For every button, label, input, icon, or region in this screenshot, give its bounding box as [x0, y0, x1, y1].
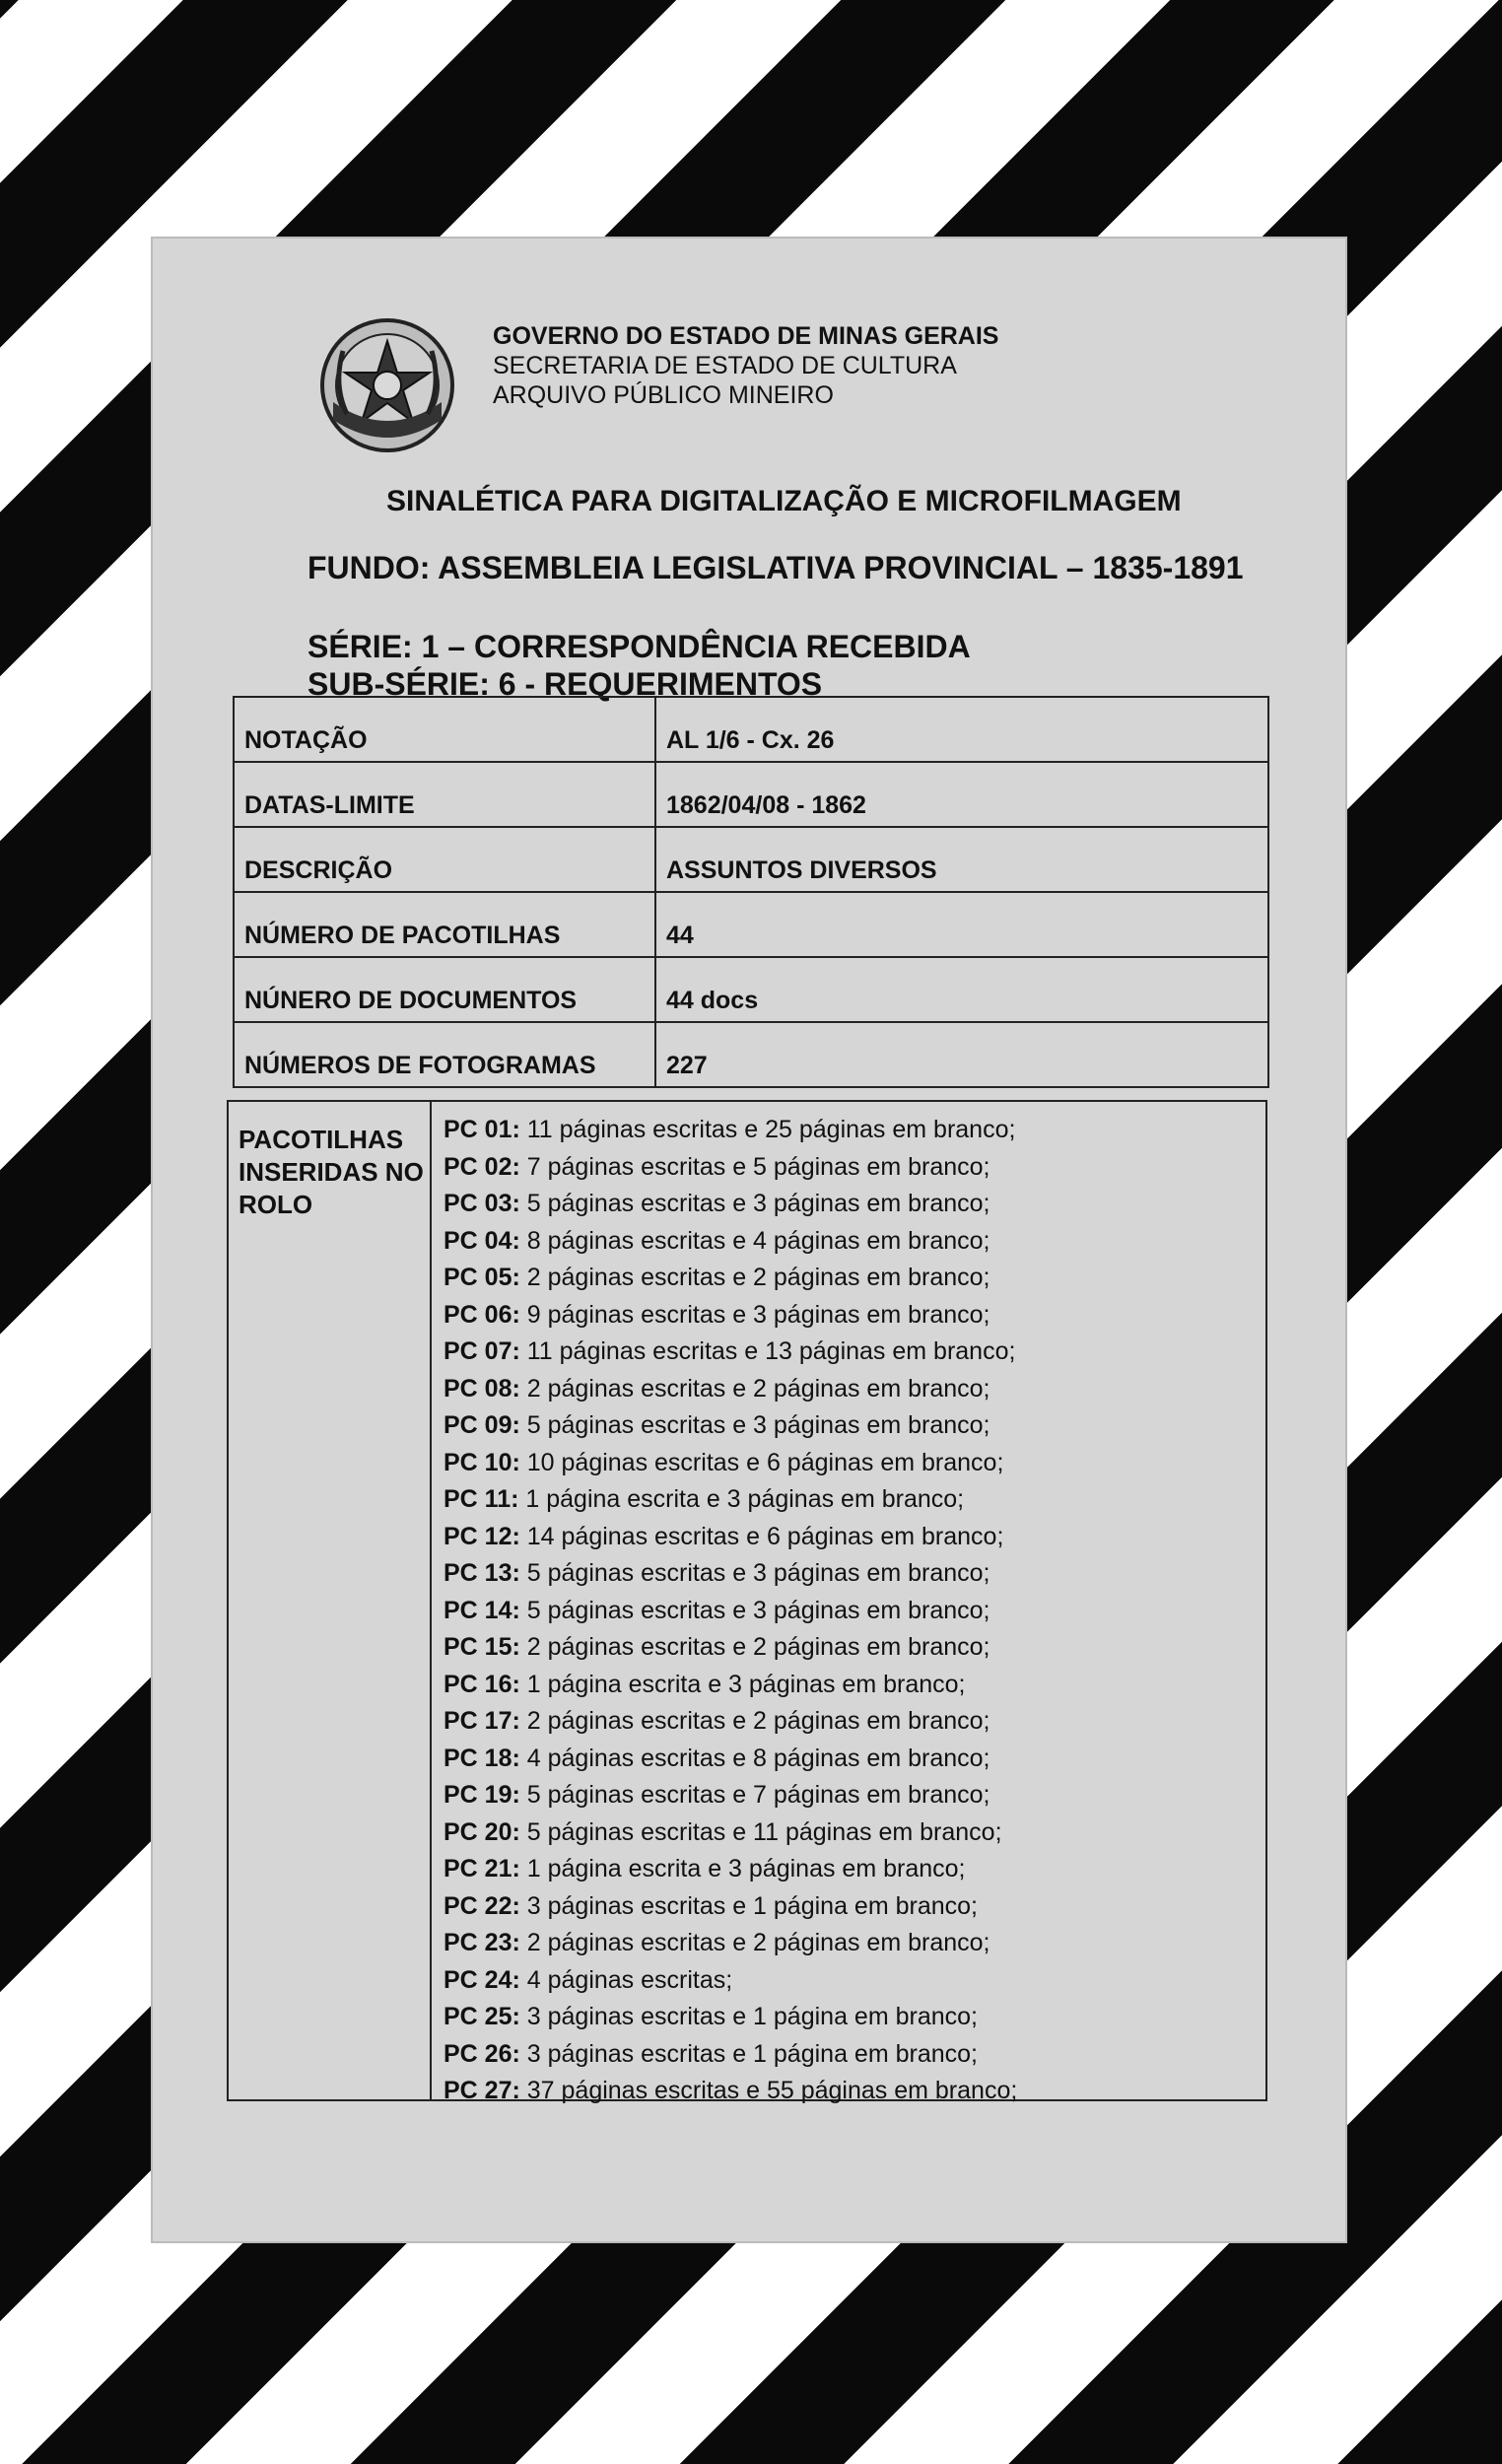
list-item [444, 1223, 1252, 1261]
table-row [234, 827, 1268, 892]
row-value: AL 1/6 - Cx. 26 [655, 697, 1268, 762]
list-item [444, 1999, 1252, 2036]
row-value: 44 docs [655, 957, 1268, 1022]
pacotilha-code: PC 22: [444, 1891, 520, 1920]
list-item [444, 1260, 1252, 1297]
table-row [234, 1022, 1268, 1087]
table-row [234, 697, 1268, 762]
pacotilhas-box [227, 1100, 1267, 2104]
pacotilha-code: PC 14: [444, 1596, 520, 1624]
pacotilha-description: 2 páginas escritas e 2 páginas em branco; [519, 1374, 990, 1403]
pacotilha-description: 3 páginas escritas e 1 página em branco; [519, 2039, 978, 2068]
pacotilha-code: PC 04: [444, 1226, 520, 1255]
row-value: 1862/04/08 - 1862 [655, 762, 1268, 827]
pacotilha-code: PC 13: [444, 1559, 520, 1587]
pacotilha-description: 5 páginas escritas e 7 páginas em branco; [519, 1781, 990, 1809]
pacotilha-code: PC 27: [444, 2077, 520, 2104]
list-item [444, 1667, 1252, 1704]
list-item [444, 1297, 1252, 1335]
pacotilha-code: PC 15: [444, 1633, 520, 1661]
list-item [444, 1186, 1252, 1223]
pacotilha-description: 1 página escrita e 3 páginas em branco; [519, 1670, 966, 1698]
list-item [444, 1777, 1252, 1814]
pacotilha-code: PC 01: [444, 1116, 520, 1143]
pacotilha-description: 11 páginas escritas e 13 páginas em branco; [519, 1337, 1016, 1365]
pacotilha-code: PC 19: [444, 1781, 520, 1809]
metadata-table [233, 696, 1269, 1088]
pacotilha-code: PC 07: [444, 1337, 520, 1365]
pacotilha-code: PC 06: [444, 1300, 520, 1329]
list-item [444, 1371, 1252, 1408]
pacotilha-description: 5 páginas escritas e 11 páginas em branco; [519, 1817, 1002, 1846]
row-value: ASSUNTOS DIVERSOS [655, 827, 1268, 892]
list-item [444, 2073, 1252, 2110]
pacotilha-description: 1 página escrita e 3 páginas em branco; [518, 1485, 965, 1513]
row-label: NOTAÇÃO [234, 697, 655, 762]
list-item [444, 1149, 1252, 1187]
subserie-line: SUB-SÉRIE: 6 - REQUERIMENTOS [307, 666, 823, 702]
pacotilha-description: 3 páginas escritas e 1 página em branco; [519, 2003, 978, 2030]
pacotilha-code: PC 25: [444, 2003, 520, 2030]
pacotilha-code: PC 02: [444, 1152, 520, 1181]
pacotilha-description: 5 páginas escritas e 3 páginas em branco; [519, 1596, 990, 1624]
pacotilha-description: 37 páginas escritas e 55 páginas em branco; [519, 2077, 1018, 2104]
list-item [444, 1888, 1252, 1926]
pacotilha-code: PC 26: [444, 2039, 520, 2068]
pacotilha-description: 7 páginas escritas e 5 páginas em branco; [519, 1152, 990, 1181]
pacotilha-code: PC 09: [444, 1411, 520, 1439]
list-item [444, 1445, 1252, 1482]
secretariat-name: SECRETARIA DE ESTADO DE CULTURA [493, 352, 957, 379]
pacotilha-code: PC 12: [444, 1522, 520, 1550]
list-item [444, 1814, 1252, 1852]
row-value: 227 [655, 1022, 1268, 1087]
pacotilha-description: 11 páginas escritas e 25 páginas em branco; [519, 1116, 1016, 1143]
list-item [444, 1703, 1252, 1741]
fundo-line: FUNDO: ASSEMBLEIA LEGISLATIVA PROVINCIAL – 1835-1891 [307, 550, 1244, 585]
row-label: NÚMERO DE PACOTILHAS [234, 892, 655, 957]
pacotilhas-list [444, 1112, 1252, 2110]
serie-line: SÉRIE: 1 – CORRESPONDÊNCIA RECEBIDA [307, 629, 971, 664]
row-value: 44 [655, 892, 1268, 957]
list-item [444, 1741, 1252, 1778]
pacotilha-description: 14 páginas escritas e 6 páginas em branco; [519, 1522, 1004, 1550]
document-title: SINALÉTICA PARA DIGITALIZAÇÃO E MICROFILMAGEM [386, 485, 1182, 517]
table-row [234, 957, 1268, 1022]
pacotilha-code: PC 23: [444, 1929, 520, 1956]
list-item [444, 1519, 1252, 1556]
pacotilha-code: PC 20: [444, 1817, 520, 1846]
list-item [444, 1925, 1252, 1962]
pacotilha-code: PC 11: [444, 1485, 519, 1513]
pacotilha-description: 10 páginas escritas e 6 páginas em branco; [519, 1448, 1004, 1476]
column-divider [430, 1102, 432, 2099]
list-item [444, 1112, 1252, 1149]
pacotilha-description: 4 páginas escritas e 8 páginas em branco; [519, 1744, 990, 1772]
pacotilha-description: 5 páginas escritas e 3 páginas em branco; [519, 1411, 990, 1439]
pacotilha-code: PC 03: [444, 1190, 520, 1217]
institution-header [493, 321, 1045, 410]
government-name: GOVERNO DO ESTADO DE MINAS GERAIS [493, 322, 999, 350]
pacotilhas-label: PACOTILHAS INSERIDAS NO ROLO [239, 1125, 424, 1219]
row-label: DESCRIÇÃO [234, 827, 655, 892]
pacotilha-code: PC 24: [444, 1965, 520, 1994]
pacotilha-code: PC 21: [444, 1855, 520, 1882]
pacotilha-description: 5 páginas escritas e 3 páginas em branco; [519, 1559, 990, 1587]
list-item [444, 1407, 1252, 1445]
pacotilha-description: 2 páginas escritas e 2 páginas em branco; [519, 1929, 990, 1956]
list-item [444, 1629, 1252, 1667]
list-item [444, 1962, 1252, 2000]
pacotilha-description: 9 páginas escritas e 3 páginas em branco; [519, 1300, 990, 1329]
pacotilha-description: 4 páginas escritas; [519, 1965, 733, 1994]
list-item [444, 1555, 1252, 1593]
row-label: NÚMEROS DE FOTOGRAMAS [234, 1022, 655, 1087]
list-item [444, 1481, 1252, 1519]
pacotilha-code: PC 16: [444, 1670, 520, 1698]
pacotilha-description: 2 páginas escritas e 2 páginas em branco; [519, 1633, 990, 1661]
state-emblem-seal [313, 311, 461, 459]
list-item [444, 1593, 1252, 1630]
pacotilha-description: 2 páginas escritas e 2 páginas em branco; [519, 1264, 990, 1291]
pacotilha-code: PC 17: [444, 1707, 520, 1735]
pacotilha-description: 2 páginas escritas e 2 páginas em branco; [519, 1707, 990, 1735]
row-label: NÚNERO DE DOCUMENTOS [234, 957, 655, 1022]
pacotilha-description: 5 páginas escritas e 3 páginas em branco; [519, 1190, 990, 1217]
list-item [444, 1851, 1252, 1888]
list-item [444, 2036, 1252, 2074]
table-row [234, 892, 1268, 957]
pacotilha-code: PC 05: [444, 1264, 520, 1291]
list-item [444, 1334, 1252, 1371]
pacotilha-code: PC 08: [444, 1374, 520, 1403]
pacotilha-code: PC 10: [444, 1448, 520, 1476]
archive-name: ARQUIVO PÚBLICO MINEIRO [493, 381, 834, 409]
row-label: DATAS-LIMITE [234, 762, 655, 827]
pacotilha-description: 8 páginas escritas e 4 páginas em branco; [519, 1226, 990, 1255]
pacotilha-description: 3 páginas escritas e 1 página em branco; [519, 1891, 978, 1920]
pacotilha-description: 1 página escrita e 3 páginas em branco; [519, 1855, 966, 1882]
table-row [234, 762, 1268, 827]
pacotilha-code: PC 18: [444, 1744, 520, 1772]
